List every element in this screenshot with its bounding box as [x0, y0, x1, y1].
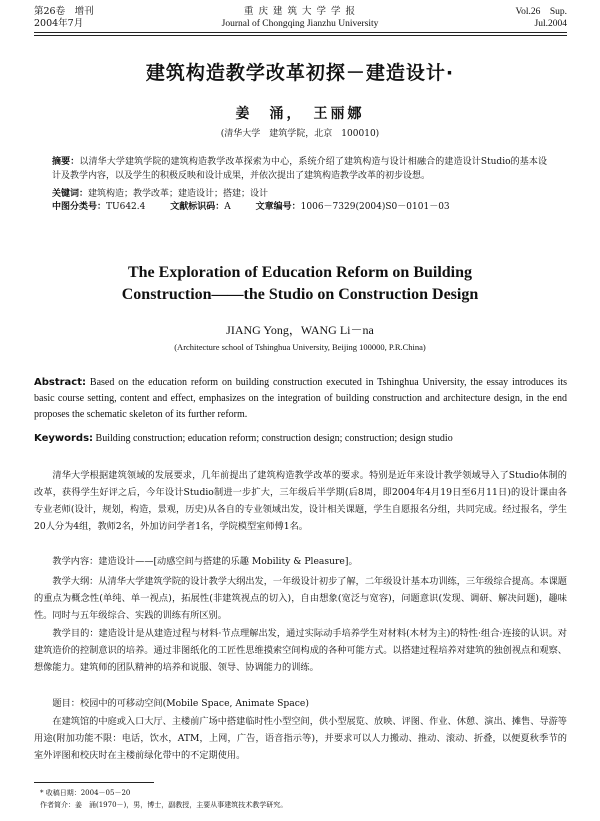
keywords-en-label: Keywords: [34, 433, 94, 444]
keywords-cn [52, 187, 547, 201]
header-rule-top [34, 32, 567, 33]
body-paragraph-intro: 清华大学根据建筑领域的发展要求，几年前提出了建筑构造教学改革的要求。特别是近年来设计教学领域导入了Studio体制的改革，获得学生好评之后，今年设计Studio制进一步扩大，三年级后半学期(后8周，即2004年4月19日至6月11日)的设计课由各专业老师(设计，规划，构造，景观，历史)从各自的专业领域出发，设计相关课题，学生自愿报名分组，共同完成。经过报名，学生20人分为4组，教师2名，外加访问学者1名，学院模型室师傅1名。 [34, 470, 567, 532]
abstract-en-text: Based on the education reform on building construction executed in Tshinghua University, the essay introduces its basic course setting, content and effect, emphasizes on the integration of building construction and architecture design, in the end proposes the schematic skeleton of its further reform. [34, 377, 568, 420]
keywords-cn-label: 关键词： [52, 189, 89, 199]
title-en-line1: The Exploration of Education Reform on Building [127, 264, 473, 281]
title-en [0, 262, 600, 306]
header-center [200, 6, 400, 30]
clc-value: TU642.4 [106, 202, 146, 212]
keywords-en-text: Building construction; education reform; construction design; construction; design studio [95, 433, 453, 444]
doc-code-label: 文献标识码： [170, 202, 225, 212]
header-right [515, 6, 567, 30]
article-no-label: 文章编号： [255, 202, 301, 212]
authors-cn: 姜 涌， 王丽娜 [235, 106, 365, 122]
body-paragraph-description: 在建筑馆的中庭或入口大厅、主楼前广场中搭建临时性小型空间，供小型展览、放映、评图、作业、休憩、演出、摊售、导游等用途(附加功能不限：电话，饮水，ATM，上网，广告，语音指示等)，并要求可以人力搬动、推动、滚动、折叠，以便夏秋季节的室外评图和校庆时在主楼前绿化带中的不定期使用。 [34, 716, 567, 761]
volume-issue-en: Vol.26 Sup. [515, 7, 567, 17]
header-rule-bottom [34, 35, 567, 36]
volume-issue-cn: 第26卷 增刊 [34, 6, 94, 17]
abstract-en-label: Abstract: [34, 377, 87, 388]
authors-en: JIANG Yong，WANG Li－na [226, 323, 374, 337]
keywords-cn-text: 建筑构造；教学改革；建造设计；搭建；设计 [88, 189, 269, 199]
doc-code-value: A [224, 202, 231, 212]
date-en: Jul.2004 [534, 19, 567, 29]
title-cn: 建筑构造教学改革初探－建造设计· [145, 62, 455, 84]
body-paragraph-objective: 教学目的：建造设计是从建造过程与材料·节点理解出发，通过实际动手培养学生对材料(木材为主)的特性·组合·连接的认识。对建筑造价的控制意识的培养。通过非图纸化的工匠性思维摸索空间构成的各种可能方式。以搭建过程培养对建筑的独创视点和观察、想像能力。建筑师的团队精神的培养和说服、领导、协调能力的训练。 [34, 628, 567, 673]
title-en-line2: Construction——the Studio on Construction Design [121, 286, 479, 303]
body-paragraph-content: 教学内容：建造设计——[动感空间与搭建的乐趣 Mobility & Pleasure]。 [52, 556, 358, 567]
footnote-author: 作者简介：姜 涌(1970－)，男，博士，副教授，主要从事建筑技术教学研究。 [40, 801, 288, 809]
affiliation-cn: (清华大学 建筑学院，北京 100010) [220, 129, 380, 139]
date-cn: 2004年7月 [34, 18, 84, 29]
keywords-en [34, 431, 567, 447]
article-no-value: 1006－7329(2004)S0－0101－03 [300, 202, 450, 212]
header-left [34, 6, 94, 30]
abstract-cn [52, 155, 547, 183]
body-paragraph-topic: 题目：校园中的可移动空间(Mobile Space, Animate Space) [52, 698, 309, 709]
affiliation-en: (Architecture school of Tshinghua University, Beijing 100000, P.R.China) [174, 342, 426, 352]
abstract-en [34, 375, 567, 423]
clc-label: 中图分类号： [52, 202, 107, 212]
journal-name-en: Journal of Chongqing Jianzhu University [221, 19, 379, 29]
footnote-received: * 收稿日期：2004－05－20 [40, 789, 131, 797]
body-paragraph-syllabus: 教学大纲：从清华大学建筑学院的设计教学大纲出发，一年级设计初步了解，二年级设计基本功训练，三年级综合提高。本课题的重点为概念性(单纯、单一视点)，拓展性(非建筑视点的切入)，自由想象(宽泛与宽容)，问题意识(发现、调研、解决问题)，趣味性。同时与五年级综合、实践的训练有所区别。 [34, 576, 567, 621]
journal-name-cn: 重 庆 建 筑 大 学 学 报 [243, 6, 357, 17]
footnote-rule [34, 782, 154, 783]
article-meta [52, 201, 472, 213]
abstract-cn-label: 摘要： [52, 157, 80, 167]
abstract-cn-text: 以清华大学建筑学院的建筑构造教学改革探索为中心，系统介绍了建筑构造与设计相融合的建造设计Studio的基本设计及教学内容，以及学生的积极反映和设计成果，并依次提出了建筑构造教学改革的初步设想。 [52, 157, 547, 181]
